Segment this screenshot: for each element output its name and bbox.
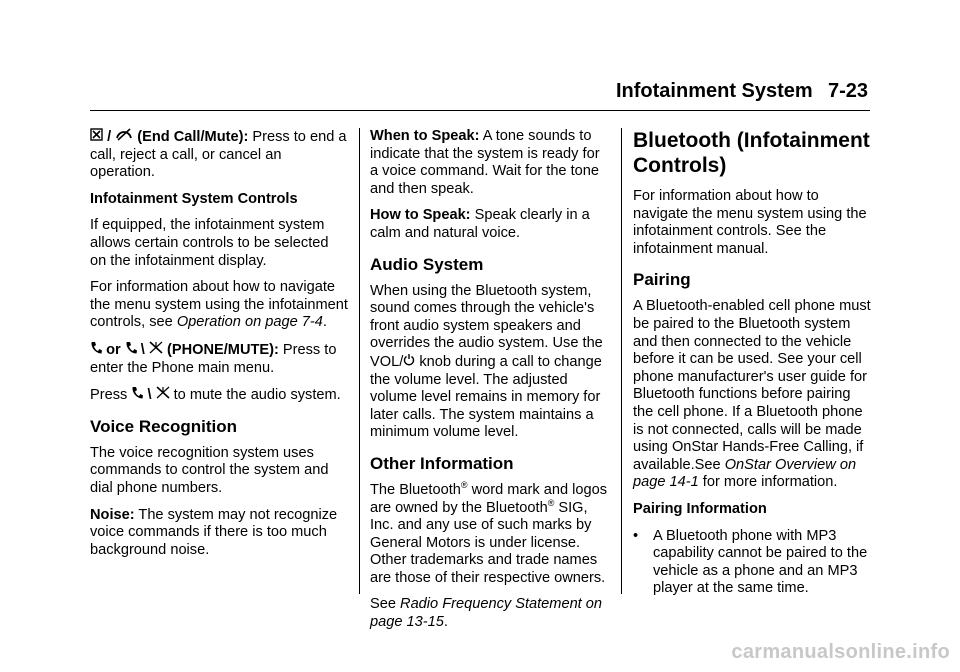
other-information-heading: Other Information	[370, 453, 514, 473]
bluetooth-heading: Bluetooth (Infotainment Controls)	[633, 129, 870, 177]
when-label: When to Speak:	[370, 128, 480, 144]
noise-paragraph	[90, 507, 348, 560]
phone-mute-label: (PHONE/MUTE):	[166, 341, 279, 358]
end-call-label: (End Call/Mute):	[137, 129, 249, 145]
see-word: See	[370, 596, 396, 613]
header-title: Infotainment System	[616, 80, 813, 102]
operation-reference: Operation on page 7-4	[176, 314, 323, 331]
when-paragraph	[370, 128, 610, 198]
phone-icon	[125, 341, 137, 360]
end-call-paragraph	[90, 128, 348, 182]
vol-label: VOL/	[370, 353, 404, 370]
other-text-3: SIG, Inc. and any use of such marks by General Motors is under license. Other trademarks and trade names are those of their respective owners.	[370, 499, 606, 586]
nav-paragraph	[90, 279, 348, 332]
bluetooth-text: For information about how to navigate the menu system using the infotainment controls. See the infotainment manual.	[633, 188, 867, 257]
phone-icon	[90, 341, 102, 360]
pairing-text: A Bluetooth-enabled cell phone must be paired to the Bluetooth system and then connected to the vehicle before it can be used. See your cell phone manufacturer's user guide for Bluetooth functions before pairing the cell phone. If a Bluetooth phone is not connected, calls will be made using OnStar Hands-Free Calling, if available.See	[633, 298, 871, 473]
list-item	[633, 528, 871, 598]
watermark: carmanualsonline.info	[731, 641, 950, 663]
how-label: How to Speak:	[370, 207, 471, 224]
audio-paragraph	[370, 283, 610, 442]
column-2	[370, 128, 610, 641]
audio-text-1: When using the Bluetooth system, sound comes through the vehicle's front audio system speakers and overrides the audio system. Use the	[370, 282, 603, 352]
phone-icon	[131, 386, 143, 405]
other-text-1: The Bluetooth	[370, 481, 461, 498]
how-text: Speak clearly in a calm and natural voice.	[370, 207, 590, 241]
end-call-text: Press to end a call, reject a call, or cancel an operation.	[90, 129, 347, 181]
column-divider-1	[359, 128, 360, 594]
pairing-end: for more information.	[702, 474, 838, 491]
phone-text: Press to enter the Phone main menu.	[90, 341, 337, 376]
mute-paragraph	[90, 386, 348, 405]
end-call-button-icon	[90, 128, 103, 147]
how-paragraph	[370, 207, 610, 242]
registered-mark: ®	[460, 480, 468, 491]
power-icon	[403, 353, 415, 372]
bullet-text: A Bluetooth phone with MP3 capability cannot be paired to the vehicle as a phone and an MP3 player at the same time.	[653, 527, 868, 597]
audio-text-2: knob during a call to change the volume level. The adjusted volume level remains in memory for later calls. The system maintains a minimum volume level.	[370, 353, 602, 441]
bullet-icon: •	[633, 527, 639, 544]
header-rule	[90, 110, 870, 111]
mute-slash-icon	[115, 128, 133, 147]
nav-end: .	[322, 314, 327, 331]
nav-text: For information about how to navigate the menu system using the infotainment controls, see	[90, 279, 348, 331]
see-paragraph	[370, 596, 610, 631]
other-text-2: word mark and logos are owned by the Bluetooth	[370, 481, 608, 516]
page-number: 7-23	[828, 80, 869, 102]
radio-frequency-reference: Radio Frequency Statement on page 13-15	[370, 596, 603, 631]
controls-text: If equipped, the infotainment system allows certain controls to be selected on the infotainment display.	[90, 217, 329, 269]
column-3	[633, 128, 871, 598]
pairing-heading: Pairing	[633, 270, 691, 290]
pairing-information-heading: Pairing Information	[633, 500, 767, 517]
phone-paragraph	[90, 341, 348, 377]
other-paragraph	[370, 482, 610, 588]
when-text: A tone sounds to indicate that the system is ready for a voice command. Wait for the tone and then speak.	[370, 128, 600, 197]
noise-text: The system may not recognize voice commands if there is too much background noise.	[90, 506, 338, 558]
registered-mark: ®	[547, 497, 555, 508]
voice-text: The voice recognition system uses commands to control the system and dial phone numbers.	[90, 444, 329, 496]
press-separator: \	[147, 387, 152, 404]
noise-label: Noise:	[90, 506, 135, 523]
mute-icon	[149, 341, 163, 360]
phone-or: or	[106, 341, 121, 358]
press-word: Press	[90, 387, 128, 404]
press-text: to mute the audio system.	[173, 387, 341, 404]
icon-separator: /	[107, 129, 112, 145]
audio-system-heading: Audio System	[370, 254, 484, 274]
controls-heading: Infotainment System Controls	[90, 190, 298, 207]
voice-recognition-heading: Voice Recognition	[90, 416, 238, 436]
pairing-paragraph	[633, 298, 871, 492]
mute-icon	[156, 386, 170, 405]
onstar-reference: OnStar Overview on page 14-1	[633, 456, 857, 491]
column-divider-2	[621, 128, 622, 594]
phone-separator: \	[140, 341, 145, 358]
column-1	[90, 128, 348, 568]
see-end: .	[443, 614, 448, 631]
